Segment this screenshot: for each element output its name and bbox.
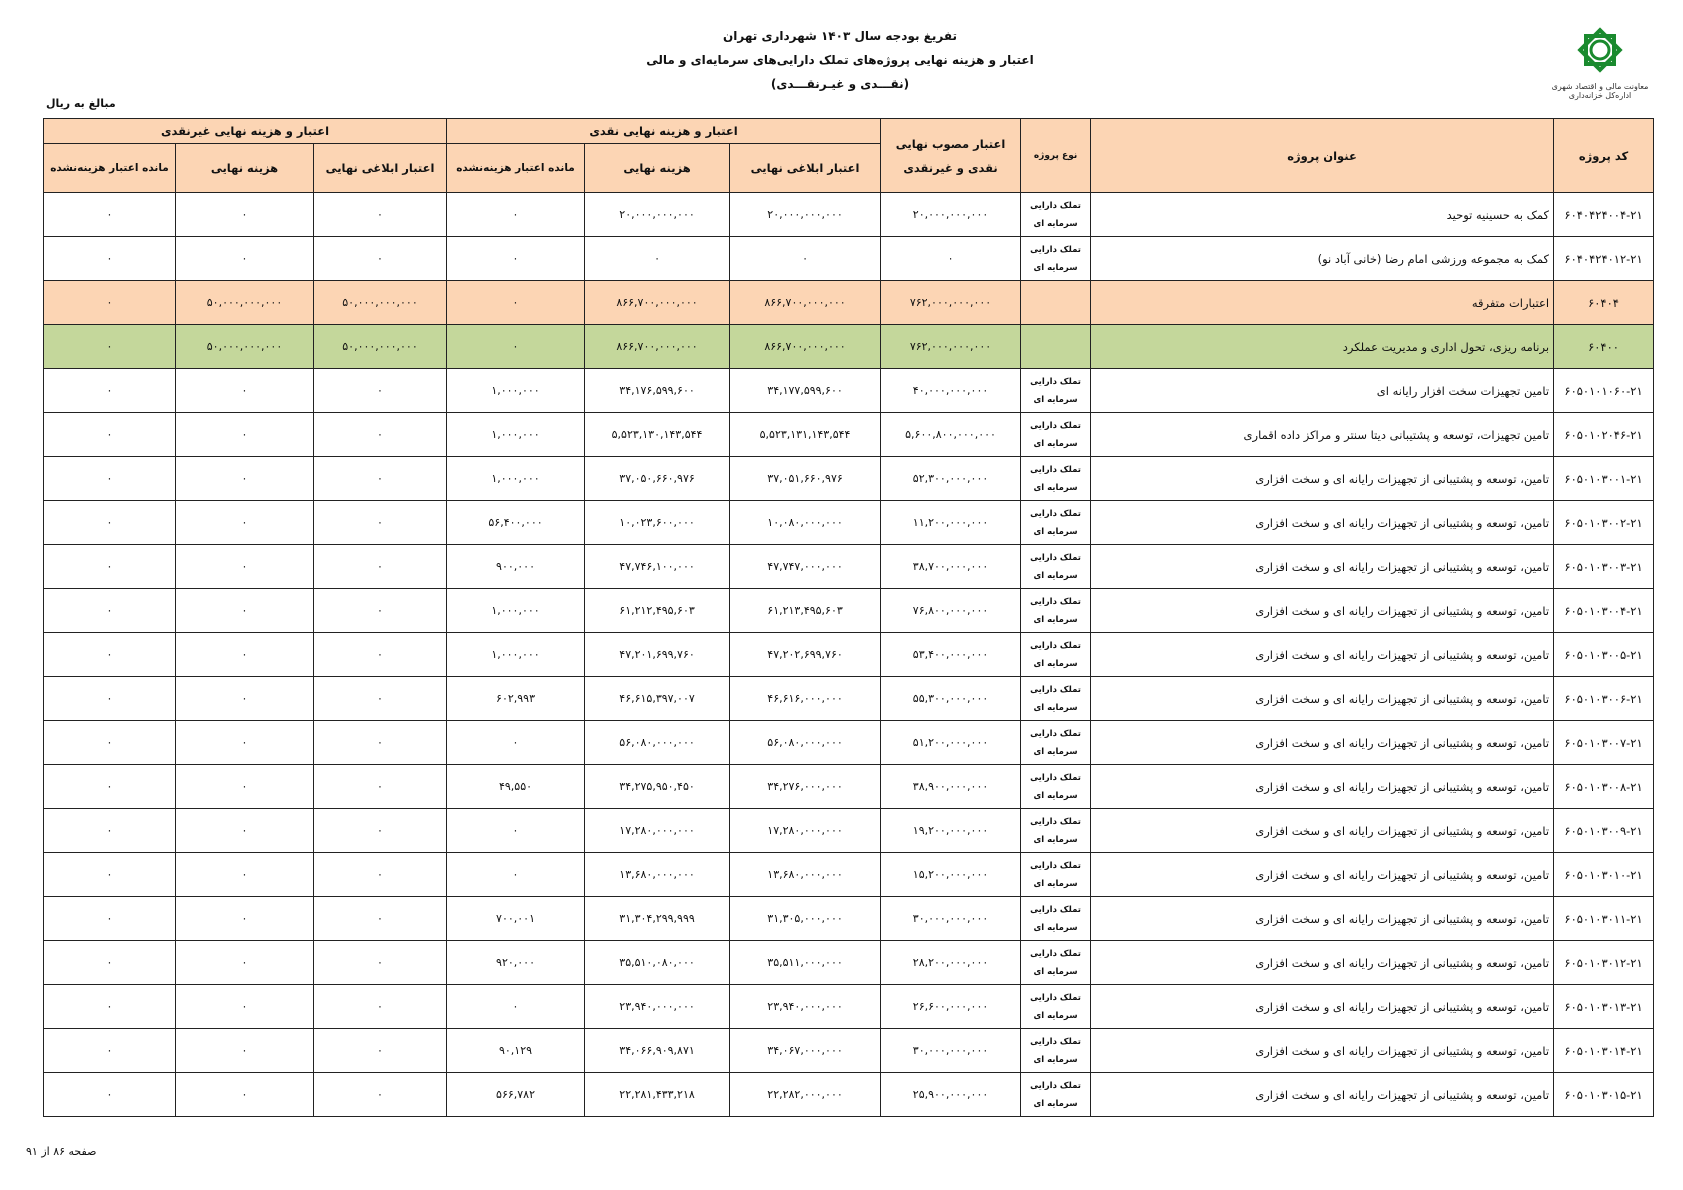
cash-cost-cell: ۸۶۶,۷۰۰,۰۰۰,۰۰۰ bbox=[585, 281, 730, 325]
nc-cost-cell: ۰ bbox=[176, 369, 314, 413]
nc-notified-cell: ۵۰,۰۰۰,۰۰۰,۰۰۰ bbox=[314, 325, 447, 369]
cash-notified-cell: ۲۰,۰۰۰,۰۰۰,۰۰۰ bbox=[730, 193, 881, 237]
cash-remaining-cell: ۴۹,۵۵۰ bbox=[447, 765, 585, 809]
cash-remaining-cell: ۹۲۰,۰۰۰ bbox=[447, 941, 585, 985]
header-noncash-remaining: مانده اعتبار هزینه‌نشده bbox=[44, 144, 176, 193]
nc-remaining-cell: ۰ bbox=[44, 369, 176, 413]
header-cash-group: اعتبار و هزینه نهایی نقدی bbox=[447, 119, 881, 144]
cash-notified-cell: ۵۶,۰۸۰,۰۰۰,۰۰۰ bbox=[730, 721, 881, 765]
nc-cost-cell: ۰ bbox=[176, 897, 314, 941]
nc-notified-cell: ۰ bbox=[314, 897, 447, 941]
cash-cost-cell: ۶۱,۲۱۲,۴۹۵,۶۰۳ bbox=[585, 589, 730, 633]
table-row bbox=[44, 985, 1654, 1029]
page-number: صفحه ۸۶ از ۹۱ bbox=[26, 1145, 97, 1158]
nc-notified-cell: ۰ bbox=[314, 369, 447, 413]
project-code: ۶۰۴۰۴ bbox=[1554, 281, 1654, 325]
project-code: ۶۰۴۰۴۲۴۰۱۲-۲۱ bbox=[1554, 237, 1654, 281]
table-row bbox=[44, 941, 1654, 985]
nc-notified-cell: ۰ bbox=[314, 413, 447, 457]
project-title: تامین، توسعه و پشتیبانی از تجهیزات رایانه ای و سخت افزاری bbox=[1091, 501, 1554, 545]
nc-cost-cell: ۵۰,۰۰۰,۰۰۰,۰۰۰ bbox=[176, 325, 314, 369]
project-title: تامین، توسعه و پشتیبانی از تجهیزات رایانه ای و سخت افزاری bbox=[1091, 897, 1554, 941]
approved-cell: ۲۸,۲۰۰,۰۰۰,۰۰۰ bbox=[881, 941, 1021, 985]
project-type bbox=[1021, 941, 1091, 985]
project-type-line2: سرمایه ای bbox=[1033, 1010, 1078, 1021]
project-code: ۶۰۵۰۱۰۳۰۰۳-۲۱ bbox=[1554, 545, 1654, 589]
cash-cost-cell: ۴۶,۶۱۵,۳۹۷,۰۰۷ bbox=[585, 677, 730, 721]
project-type bbox=[1021, 193, 1091, 237]
project-code: ۶۰۴۰۴۲۴۰۰۴-۲۱ bbox=[1554, 193, 1654, 237]
approved-cell: ۷۶۲,۰۰۰,۰۰۰,۰۰۰ bbox=[881, 325, 1021, 369]
project-title: تامین، توسعه و پشتیبانی از تجهیزات رایانه ای و سخت افزاری bbox=[1091, 941, 1554, 985]
nc-remaining-cell: ۰ bbox=[44, 413, 176, 457]
nc-notified-cell: ۵۰,۰۰۰,۰۰۰,۰۰۰ bbox=[314, 281, 447, 325]
nc-remaining-cell: ۰ bbox=[44, 589, 176, 633]
project-type bbox=[1021, 721, 1091, 765]
cash-cost-cell: ۲۰,۰۰۰,۰۰۰,۰۰۰ bbox=[585, 193, 730, 237]
cash-remaining-cell: ۰ bbox=[447, 853, 585, 897]
cash-notified-cell: ۴۷,۷۴۷,۰۰۰,۰۰۰ bbox=[730, 545, 881, 589]
logo-org-line1: معاونت مالی و اقتصاد شهری bbox=[1551, 82, 1649, 91]
logo-org-line2: اداره‌کل خزانه‌داری bbox=[1568, 91, 1632, 100]
cash-cost-cell: ۱۷,۲۸۰,۰۰۰,۰۰۰ bbox=[585, 809, 730, 853]
project-code: ۶۰۵۰۱۰۳۰۰۸-۲۱ bbox=[1554, 765, 1654, 809]
project-type bbox=[1021, 897, 1091, 941]
project-type bbox=[1021, 545, 1091, 589]
project-type bbox=[1021, 281, 1091, 325]
project-code: ۶۰۵۰۱۰۳۰۰۹-۲۱ bbox=[1554, 809, 1654, 853]
cash-remaining-cell: ۵۶۶,۷۸۲ bbox=[447, 1073, 585, 1117]
project-type bbox=[1021, 501, 1091, 545]
project-title: تامین، توسعه و پشتیبانی از تجهیزات رایانه ای و سخت افزاری bbox=[1091, 677, 1554, 721]
project-code: ۶۰۵۰۱۰۳۰۰۵-۲۱ bbox=[1554, 633, 1654, 677]
cash-remaining-cell: ۰ bbox=[447, 325, 585, 369]
header-type: نوع پروژه bbox=[1021, 119, 1091, 193]
municipality-logo bbox=[1545, 22, 1655, 100]
nc-notified-cell: ۰ bbox=[314, 501, 447, 545]
cash-remaining-cell: ۰ bbox=[447, 721, 585, 765]
approved-cell: ۴۰,۰۰۰,۰۰۰,۰۰۰ bbox=[881, 369, 1021, 413]
project-code: ۶۰۵۰۱۰۳۰۱۱-۲۱ bbox=[1554, 897, 1654, 941]
project-title: تامین، توسعه و پشتیبانی از تجهیزات رایانه ای و سخت افزاری bbox=[1091, 545, 1554, 589]
cash-remaining-cell: ۹۰۰,۰۰۰ bbox=[447, 545, 585, 589]
cash-notified-cell: ۳۴,۱۷۷,۵۹۹,۶۰۰ bbox=[730, 369, 881, 413]
header-noncash-final-cost: هزینه نهایی bbox=[176, 144, 314, 193]
project-type-line1: تملک دارایی bbox=[1030, 244, 1081, 255]
currency-unit-note: مبالغ به ریال bbox=[46, 97, 116, 110]
cash-notified-cell: ۳۴,۰۶۷,۰۰۰,۰۰۰ bbox=[730, 1029, 881, 1073]
cash-remaining-cell: ۵۶,۴۰۰,۰۰۰ bbox=[447, 501, 585, 545]
project-code: ۶۰۵۰۱۰۳۰۱۰-۲۱ bbox=[1554, 853, 1654, 897]
project-type-line2: سرمایه ای bbox=[1033, 438, 1078, 449]
nc-cost-cell: ۰ bbox=[176, 413, 314, 457]
project-type bbox=[1021, 677, 1091, 721]
project-type-line1: تملک دارایی bbox=[1030, 860, 1081, 871]
approved-cell: ۳۸,۹۰۰,۰۰۰,۰۰۰ bbox=[881, 765, 1021, 809]
nc-notified-cell: ۰ bbox=[314, 985, 447, 1029]
cash-cost-cell: ۳۴,۱۷۶,۵۹۹,۶۰۰ bbox=[585, 369, 730, 413]
cash-remaining-cell: ۹۰,۱۲۹ bbox=[447, 1029, 585, 1073]
nc-remaining-cell: ۰ bbox=[44, 985, 176, 1029]
nc-cost-cell: ۰ bbox=[176, 1073, 314, 1117]
approved-cell: ۵,۶۰۰,۸۰۰,۰۰۰,۰۰۰ bbox=[881, 413, 1021, 457]
cash-remaining-cell: ۱,۰۰۰,۰۰۰ bbox=[447, 369, 585, 413]
nc-cost-cell: ۰ bbox=[176, 1029, 314, 1073]
cash-remaining-cell: ۰ bbox=[447, 281, 585, 325]
nc-notified-cell: ۰ bbox=[314, 853, 447, 897]
approved-cell: ۱۵,۲۰۰,۰۰۰,۰۰۰ bbox=[881, 853, 1021, 897]
project-title: تامین، توسعه و پشتیبانی از تجهیزات رایانه ای و سخت افزاری bbox=[1091, 985, 1554, 1029]
table-row bbox=[44, 413, 1654, 457]
cash-cost-cell: ۳۷,۰۵۰,۶۶۰,۹۷۶ bbox=[585, 457, 730, 501]
project-code: ۶۰۵۰۱۰۳۰۱۲-۲۱ bbox=[1554, 941, 1654, 985]
cash-notified-cell: ۲۳,۹۴۰,۰۰۰,۰۰۰ bbox=[730, 985, 881, 1029]
nc-cost-cell: ۰ bbox=[176, 633, 314, 677]
approved-cell: ۰ bbox=[881, 237, 1021, 281]
budget-table bbox=[43, 118, 1654, 1117]
project-type-line1: تملک دارایی bbox=[1030, 420, 1081, 431]
cash-notified-cell: ۳۵,۵۱۱,۰۰۰,۰۰۰ bbox=[730, 941, 881, 985]
nc-remaining-cell: ۰ bbox=[44, 545, 176, 589]
project-type-line2: سرمایه ای bbox=[1033, 570, 1078, 581]
approved-cell: ۲۰,۰۰۰,۰۰۰,۰۰۰ bbox=[881, 193, 1021, 237]
cash-cost-cell: ۳۴,۰۶۶,۹۰۹,۸۷۱ bbox=[585, 1029, 730, 1073]
project-title: تامین تجهیزات، توسعه و پشتیبانی دیتا سنتر و مراکز داده اقماری bbox=[1091, 413, 1554, 457]
project-type-line1: تملک دارایی bbox=[1030, 904, 1081, 915]
cash-notified-cell: ۸۶۶,۷۰۰,۰۰۰,۰۰۰ bbox=[730, 325, 881, 369]
cash-cost-cell: ۲۲,۲۸۱,۴۳۳,۲۱۸ bbox=[585, 1073, 730, 1117]
project-type bbox=[1021, 853, 1091, 897]
project-title: اعتبارات متفرقه bbox=[1091, 281, 1554, 325]
cash-notified-cell: ۱۳,۶۸۰,۰۰۰,۰۰۰ bbox=[730, 853, 881, 897]
nc-cost-cell: ۰ bbox=[176, 501, 314, 545]
nc-remaining-cell: ۰ bbox=[44, 237, 176, 281]
project-code: ۶۰۵۰۱۰۳۰۰۶-۲۱ bbox=[1554, 677, 1654, 721]
nc-notified-cell: ۰ bbox=[314, 1073, 447, 1117]
project-type-line2: سرمایه ای bbox=[1033, 658, 1078, 669]
project-code: ۶۰۵۰۱۰۳۰۱۵-۲۱ bbox=[1554, 1073, 1654, 1117]
project-type-line1: تملک دارایی bbox=[1030, 1080, 1081, 1091]
table-row bbox=[44, 721, 1654, 765]
approved-cell: ۲۶,۶۰۰,۰۰۰,۰۰۰ bbox=[881, 985, 1021, 1029]
approved-cell: ۳۰,۰۰۰,۰۰۰,۰۰۰ bbox=[881, 1029, 1021, 1073]
project-type-line2: سرمایه ای bbox=[1033, 218, 1078, 229]
nc-remaining-cell: ۰ bbox=[44, 677, 176, 721]
project-title: تامین، توسعه و پشتیبانی از تجهیزات رایانه ای و سخت افزاری bbox=[1091, 765, 1554, 809]
project-code: ۶۰۵۰۱۰۲۰۴۶-۲۱ bbox=[1554, 413, 1654, 457]
nc-remaining-cell: ۰ bbox=[44, 457, 176, 501]
nc-remaining-cell: ۰ bbox=[44, 941, 176, 985]
cash-remaining-cell: ۷۰۰,۰۰۱ bbox=[447, 897, 585, 941]
project-type bbox=[1021, 765, 1091, 809]
cash-remaining-cell: ۰ bbox=[447, 809, 585, 853]
project-title: کمک به حسینیه توحید bbox=[1091, 193, 1554, 237]
project-code: ۶۰۵۰۱۰۳۰۱۴-۲۱ bbox=[1554, 1029, 1654, 1073]
project-type-line2: سرمایه ای bbox=[1033, 966, 1078, 977]
table-row bbox=[44, 281, 1654, 325]
cash-remaining-cell: ۱,۰۰۰,۰۰۰ bbox=[447, 413, 585, 457]
nc-remaining-cell: ۰ bbox=[44, 721, 176, 765]
table-row bbox=[44, 589, 1654, 633]
nc-notified-cell: ۰ bbox=[314, 1029, 447, 1073]
table-row bbox=[44, 633, 1654, 677]
project-type-line2: سرمایه ای bbox=[1033, 702, 1078, 713]
cash-notified-cell: ۱۰,۰۸۰,۰۰۰,۰۰۰ bbox=[730, 501, 881, 545]
nc-remaining-cell: ۰ bbox=[44, 897, 176, 941]
project-type bbox=[1021, 457, 1091, 501]
project-code: ۶۰۵۰۱۰۳۰۰۲-۲۱ bbox=[1554, 501, 1654, 545]
header-noncash-group: اعتبار و هزینه نهایی غیرنقدی bbox=[44, 119, 447, 144]
header-title: عنوان پروژه bbox=[1091, 119, 1554, 193]
nc-notified-cell: ۰ bbox=[314, 677, 447, 721]
nc-cost-cell: ۰ bbox=[176, 985, 314, 1029]
cash-remaining-cell: ۰ bbox=[447, 237, 585, 281]
project-type-line2: سرمایه ای bbox=[1033, 834, 1078, 845]
report-subtitle: اعتبار و هزینه نهایی پروژه‌های تملک دارایی‌های سرمایه‌ای و مالی bbox=[646, 53, 1034, 67]
project-type-line2: سرمایه ای bbox=[1033, 482, 1078, 493]
project-type-line1: تملک دارایی bbox=[1030, 552, 1081, 563]
header-noncash-notified: اعتبار ابلاغی نهایی bbox=[314, 144, 447, 193]
nc-notified-cell: ۰ bbox=[314, 809, 447, 853]
nc-notified-cell: ۰ bbox=[314, 765, 447, 809]
table-row bbox=[44, 897, 1654, 941]
nc-notified-cell: ۰ bbox=[314, 237, 447, 281]
project-type-line1: تملک دارایی bbox=[1030, 200, 1081, 211]
project-type-line1: تملک دارایی bbox=[1030, 684, 1081, 695]
approved-cell: ۵۳,۴۰۰,۰۰۰,۰۰۰ bbox=[881, 633, 1021, 677]
table-row bbox=[44, 677, 1654, 721]
nc-remaining-cell: ۰ bbox=[44, 809, 176, 853]
table-row bbox=[44, 1073, 1654, 1117]
cash-remaining-cell: ۱,۰۰۰,۰۰۰ bbox=[447, 633, 585, 677]
cash-cost-cell: ۴۷,۲۰۱,۶۹۹,۷۶۰ bbox=[585, 633, 730, 677]
nc-remaining-cell: ۰ bbox=[44, 501, 176, 545]
project-type bbox=[1021, 985, 1091, 1029]
nc-notified-cell: ۰ bbox=[314, 545, 447, 589]
project-title: تامین، توسعه و پشتیبانی از تجهیزات رایانه ای و سخت افزاری bbox=[1091, 1029, 1554, 1073]
nc-remaining-cell: ۰ bbox=[44, 281, 176, 325]
cash-cost-cell: ۸۶۶,۷۰۰,۰۰۰,۰۰۰ bbox=[585, 325, 730, 369]
cash-cost-cell: ۱۰,۰۲۳,۶۰۰,۰۰۰ bbox=[585, 501, 730, 545]
project-type-line1: تملک دارایی bbox=[1030, 992, 1081, 1003]
table-row bbox=[44, 501, 1654, 545]
cash-notified-cell: ۴۷,۲۰۲,۶۹۹,۷۶۰ bbox=[730, 633, 881, 677]
project-title: تامین، توسعه و پشتیبانی از تجهیزات رایانه ای و سخت افزاری bbox=[1091, 457, 1554, 501]
project-code: ۶۰۵۰۱۰۳۰۰۱-۲۱ bbox=[1554, 457, 1654, 501]
nc-notified-cell: ۰ bbox=[314, 193, 447, 237]
project-type bbox=[1021, 369, 1091, 413]
table-row bbox=[44, 1029, 1654, 1073]
table-row bbox=[44, 369, 1654, 413]
project-title: تامین، توسعه و پشتیبانی از تجهیزات رایانه ای و سخت افزاری bbox=[1091, 809, 1554, 853]
approved-cell: ۳۰,۰۰۰,۰۰۰,۰۰۰ bbox=[881, 897, 1021, 941]
cash-notified-cell: ۸۶۶,۷۰۰,۰۰۰,۰۰۰ bbox=[730, 281, 881, 325]
project-code: ۶۰۵۰۱۰۳۰۱۳-۲۱ bbox=[1554, 985, 1654, 1029]
cash-remaining-cell: ۱,۰۰۰,۰۰۰ bbox=[447, 457, 585, 501]
project-title: تامین تجهیزات سخت افزار رایانه ای bbox=[1091, 369, 1554, 413]
project-type bbox=[1021, 1029, 1091, 1073]
cash-remaining-cell: ۰ bbox=[447, 193, 585, 237]
cash-notified-cell: ۴۶,۶۱۶,۰۰۰,۰۰۰ bbox=[730, 677, 881, 721]
project-type bbox=[1021, 589, 1091, 633]
approved-cell: ۵۱,۲۰۰,۰۰۰,۰۰۰ bbox=[881, 721, 1021, 765]
cash-remaining-cell: ۶۰۲,۹۹۳ bbox=[447, 677, 585, 721]
table-row bbox=[44, 853, 1654, 897]
project-type bbox=[1021, 633, 1091, 677]
nc-cost-cell: ۰ bbox=[176, 589, 314, 633]
project-type-line1: تملک دارایی bbox=[1030, 508, 1081, 519]
header-cash-notified: اعتبار ابلاغی نهایی bbox=[730, 144, 881, 193]
budget-table-body bbox=[44, 193, 1654, 1117]
cash-cost-cell: ۴۷,۷۴۶,۱۰۰,۰۰۰ bbox=[585, 545, 730, 589]
project-type-line1: تملک دارایی bbox=[1030, 772, 1081, 783]
nc-cost-cell: ۰ bbox=[176, 853, 314, 897]
tehran-municipality-emblem-icon bbox=[1572, 22, 1628, 78]
project-title: تامین، توسعه و پشتیبانی از تجهیزات رایانه ای و سخت افزاری bbox=[1091, 1073, 1554, 1117]
approved-cell: ۱۹,۲۰۰,۰۰۰,۰۰۰ bbox=[881, 809, 1021, 853]
nc-cost-cell: ۰ bbox=[176, 809, 314, 853]
nc-remaining-cell: ۰ bbox=[44, 633, 176, 677]
nc-notified-cell: ۰ bbox=[314, 589, 447, 633]
report-titles bbox=[500, 24, 1180, 96]
project-type-line1: تملک دارایی bbox=[1030, 640, 1081, 651]
header-cash-final-cost: هزینه نهایی bbox=[585, 144, 730, 193]
project-title: برنامه ریزی، تحول اداری و مدیریت عملکرد bbox=[1091, 325, 1554, 369]
project-type bbox=[1021, 1073, 1091, 1117]
project-type-line1: تملک دارایی bbox=[1030, 596, 1081, 607]
approved-cell: ۳۸,۷۰۰,۰۰۰,۰۰۰ bbox=[881, 545, 1021, 589]
project-type-line2: سرمایه ای bbox=[1033, 1054, 1078, 1065]
nc-remaining-cell: ۰ bbox=[44, 765, 176, 809]
project-type-line2: سرمایه ای bbox=[1033, 1098, 1078, 1109]
nc-cost-cell: ۰ bbox=[176, 457, 314, 501]
approved-cell: ۱۱,۲۰۰,۰۰۰,۰۰۰ bbox=[881, 501, 1021, 545]
approved-cell: ۵۲,۳۰۰,۰۰۰,۰۰۰ bbox=[881, 457, 1021, 501]
project-type-line2: سرمایه ای bbox=[1033, 878, 1078, 889]
cash-cost-cell: ۳۱,۳۰۴,۲۹۹,۹۹۹ bbox=[585, 897, 730, 941]
cash-cost-cell: ۱۳,۶۸۰,۰۰۰,۰۰۰ bbox=[585, 853, 730, 897]
project-code: ۶۰۵۰۱۰۱۰۶۰-۲۱ bbox=[1554, 369, 1654, 413]
project-type-line2: سرمایه ای bbox=[1033, 746, 1078, 757]
project-type bbox=[1021, 809, 1091, 853]
cash-cost-cell: ۵۶,۰۸۰,۰۰۰,۰۰۰ bbox=[585, 721, 730, 765]
cash-remaining-cell: ۱,۰۰۰,۰۰۰ bbox=[447, 589, 585, 633]
cash-notified-cell: ۳۴,۲۷۶,۰۰۰,۰۰۰ bbox=[730, 765, 881, 809]
approved-cell: ۵۵,۳۰۰,۰۰۰,۰۰۰ bbox=[881, 677, 1021, 721]
project-type-line1: تملک دارایی bbox=[1030, 948, 1081, 959]
nc-notified-cell: ۰ bbox=[314, 721, 447, 765]
cash-notified-cell: ۵,۵۲۳,۱۳۱,۱۴۳,۵۴۴ bbox=[730, 413, 881, 457]
table-row bbox=[44, 237, 1654, 281]
cash-notified-cell: ۶۱,۲۱۳,۴۹۵,۶۰۳ bbox=[730, 589, 881, 633]
cash-remaining-cell: ۰ bbox=[447, 985, 585, 1029]
nc-cost-cell: ۰ bbox=[176, 545, 314, 589]
project-type-line2: سرمایه ای bbox=[1033, 614, 1078, 625]
nc-cost-cell: ۰ bbox=[176, 721, 314, 765]
cash-notified-cell: ۱۷,۲۸۰,۰۰۰,۰۰۰ bbox=[730, 809, 881, 853]
project-type-line2: سرمایه ای bbox=[1033, 262, 1078, 273]
project-title: تامین، توسعه و پشتیبانی از تجهیزات رایانه ای و سخت افزاری bbox=[1091, 721, 1554, 765]
nc-cost-cell: ۰ bbox=[176, 237, 314, 281]
report-subtitle-type: (نقـــدی و غیـرنقـــدی) bbox=[770, 77, 910, 91]
approved-cell: ۷۶,۸۰۰,۰۰۰,۰۰۰ bbox=[881, 589, 1021, 633]
project-type-line1: تملک دارایی bbox=[1030, 376, 1081, 387]
nc-remaining-cell: ۰ bbox=[44, 325, 176, 369]
project-title: تامین، توسعه و پشتیبانی از تجهیزات رایانه ای و سخت افزاری bbox=[1091, 633, 1554, 677]
table-row bbox=[44, 765, 1654, 809]
nc-notified-cell: ۰ bbox=[314, 457, 447, 501]
project-type-line2: سرمایه ای bbox=[1033, 790, 1078, 801]
project-type-line1: تملک دارایی bbox=[1030, 464, 1081, 475]
report-title: تفریغ بودجه سال ۱۴۰۳ شهرداری تهران bbox=[723, 29, 957, 43]
project-type bbox=[1021, 237, 1091, 281]
header-cash-remaining: مانده اعتبار هزینه‌نشده bbox=[447, 144, 585, 193]
nc-cost-cell: ۰ bbox=[176, 765, 314, 809]
approved-cell: ۲۵,۹۰۰,۰۰۰,۰۰۰ bbox=[881, 1073, 1021, 1117]
cash-cost-cell: ۵,۵۲۳,۱۳۰,۱۴۳,۵۴۴ bbox=[585, 413, 730, 457]
project-type-line2: سرمایه ای bbox=[1033, 922, 1078, 933]
project-type-line1: تملک دارایی bbox=[1030, 728, 1081, 739]
project-title: تامین، توسعه و پشتیبانی از تجهیزات رایانه ای و سخت افزاری bbox=[1091, 853, 1554, 897]
nc-remaining-cell: ۰ bbox=[44, 1073, 176, 1117]
nc-notified-cell: ۰ bbox=[314, 633, 447, 677]
nc-cost-cell: ۰ bbox=[176, 677, 314, 721]
project-type-line2: سرمایه ای bbox=[1033, 526, 1078, 537]
table-row bbox=[44, 545, 1654, 589]
cash-notified-cell: ۲۲,۲۸۲,۰۰۰,۰۰۰ bbox=[730, 1073, 881, 1117]
cash-notified-cell: ۰ bbox=[730, 237, 881, 281]
nc-remaining-cell: ۰ bbox=[44, 853, 176, 897]
nc-cost-cell: ۵۰,۰۰۰,۰۰۰,۰۰۰ bbox=[176, 281, 314, 325]
project-type-line1: تملک دارایی bbox=[1030, 1036, 1081, 1047]
project-type bbox=[1021, 325, 1091, 369]
project-type-line1: تملک دارایی bbox=[1030, 816, 1081, 827]
project-code: ۶۰۴۰۰ bbox=[1554, 325, 1654, 369]
cash-notified-cell: ۳۱,۳۰۵,۰۰۰,۰۰۰ bbox=[730, 897, 881, 941]
nc-cost-cell: ۰ bbox=[176, 193, 314, 237]
project-type-line2: سرمایه ای bbox=[1033, 394, 1078, 405]
header-code: کد پروژه bbox=[1554, 119, 1654, 193]
nc-remaining-cell: ۰ bbox=[44, 193, 176, 237]
table-row bbox=[44, 809, 1654, 853]
project-code: ۶۰۵۰۱۰۳۰۰۷-۲۱ bbox=[1554, 721, 1654, 765]
table-row bbox=[44, 193, 1654, 237]
cash-cost-cell: ۳۵,۵۱۰,۰۸۰,۰۰۰ bbox=[585, 941, 730, 985]
nc-notified-cell: ۰ bbox=[314, 941, 447, 985]
nc-cost-cell: ۰ bbox=[176, 941, 314, 985]
project-title: کمک به مجموعه ورزشی امام رضا (خانی آباد نو) bbox=[1091, 237, 1554, 281]
table-row bbox=[44, 457, 1654, 501]
cash-cost-cell: ۳۴,۲۷۵,۹۵۰,۴۵۰ bbox=[585, 765, 730, 809]
table-row bbox=[44, 325, 1654, 369]
header-approved: اعتبار مصوب نهایی نقدی و غیرنقدی bbox=[881, 119, 1021, 193]
cash-cost-cell: ۲۳,۹۴۰,۰۰۰,۰۰۰ bbox=[585, 985, 730, 1029]
project-title: تامین، توسعه و پشتیبانی از تجهیزات رایانه ای و سخت افزاری bbox=[1091, 589, 1554, 633]
nc-remaining-cell: ۰ bbox=[44, 1029, 176, 1073]
project-type bbox=[1021, 413, 1091, 457]
approved-cell: ۷۶۲,۰۰۰,۰۰۰,۰۰۰ bbox=[881, 281, 1021, 325]
cash-cost-cell: ۰ bbox=[585, 237, 730, 281]
project-code: ۶۰۵۰۱۰۳۰۰۴-۲۱ bbox=[1554, 589, 1654, 633]
cash-notified-cell: ۳۷,۰۵۱,۶۶۰,۹۷۶ bbox=[730, 457, 881, 501]
